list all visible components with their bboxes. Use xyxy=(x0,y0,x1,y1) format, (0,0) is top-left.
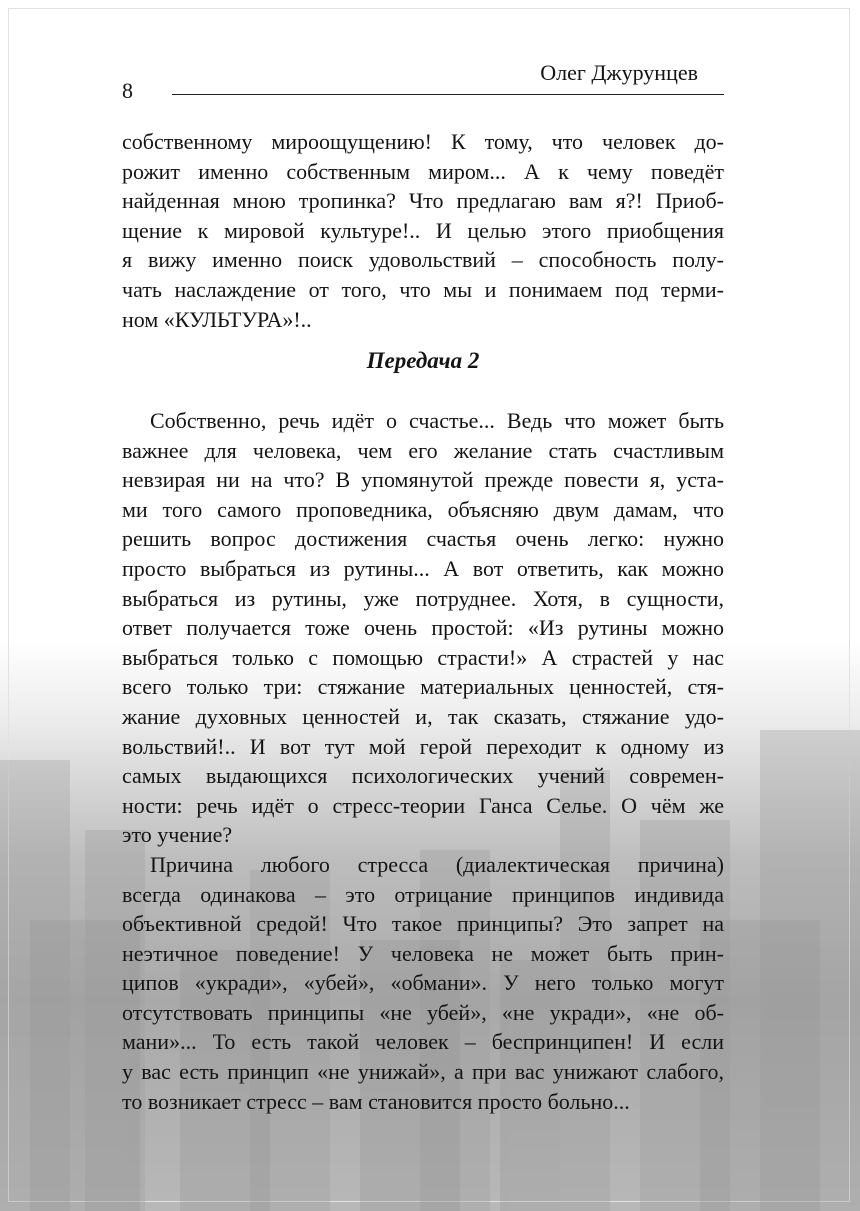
text-line: всего только три: стяжание материальных ценностей, стя- xyxy=(122,674,724,700)
text-line: я вижу именно поиск удовольствий – способность полу- xyxy=(122,247,724,273)
text-line: просто выбраться из рутины... А вот ответить, как можно xyxy=(122,555,724,581)
text-line: Собственно, речь идёт о счастье... Ведь что может быть xyxy=(150,408,724,433)
text-line: ответ получается тоже очень простой: «Из рутины можно xyxy=(122,615,724,641)
text-line: Причина любого стресса (диалектическая причина) xyxy=(150,851,724,877)
text-line: то возникает стресс – вам становится просто больно... xyxy=(122,1088,630,1114)
text-line: у вас есть принцип «не унижай», а при вас унижают слабого, xyxy=(122,1059,724,1085)
text-line: щение к мировой культуре!.. И целью этого приобщения xyxy=(122,217,724,243)
text-line: мани»... То есть такой человек – беспринципен! И если xyxy=(122,1029,724,1055)
text-line: ном «КУЛЬТУРА»!.. xyxy=(122,306,312,332)
text-line: отсутствовать принципы «не убей», «не укради», «не об- xyxy=(122,999,724,1025)
author-name: Олег Джурунцев xyxy=(540,60,698,85)
text-line: ципов «укради», «убей», «обмани». У него только могут xyxy=(122,970,724,996)
text-line: ми того самого проповедника, объясняю двум дамам, что xyxy=(122,496,724,522)
text-line: всегда одинакова – это отрицание принципов индивида xyxy=(122,881,724,907)
text-line: собственному мироощущению! К тому, что человек до- xyxy=(122,129,724,154)
text-line: жание духовных ценностей и, так сказать, стяжание удо- xyxy=(122,703,724,729)
text-line: это учение? xyxy=(122,822,233,848)
text-line: ности: речь идёт о стресс-теории Ганса Селье. О чём же xyxy=(122,792,724,818)
text-line: важнее для человека, чем его желание стать счастливым xyxy=(122,437,724,463)
header-rule xyxy=(172,94,724,95)
intro-paragraph xyxy=(122,127,724,334)
main-text xyxy=(122,406,724,1116)
text-line: выбраться из рутины, уже потруднее. Хотя, в сущности, xyxy=(122,585,724,611)
text-line: объективной средой! Что такое принципы? Это запрет на xyxy=(122,911,724,937)
text-line: чать наслаждение от того, что мы и понимаем под терми- xyxy=(122,276,724,302)
section-heading: Передача 2 xyxy=(366,348,480,373)
page-number: 8 xyxy=(122,78,133,103)
text-line: неэтичное поведение! У человека не может быть прин- xyxy=(122,940,724,966)
text-line: найденная мною тропинка? Что предлагаю вам я?! Приоб- xyxy=(122,188,724,214)
text-line: невзирая ни на что? В упомянутой прежде повести я, уста- xyxy=(122,467,724,493)
text-line: самых выдающихся психологических учений современ- xyxy=(122,763,724,789)
running-header xyxy=(122,60,724,103)
text-line: решить вопрос достижения счастья очень легко: нужно xyxy=(122,526,724,552)
text-line: выбраться только с помощью страсти!» А страстей у нас xyxy=(122,644,724,670)
text-line: вольствий!.. И вот тут мой герой переходит к одному из xyxy=(122,733,724,759)
text-line: рожит именно собственным миром... А к чему поведёт xyxy=(122,158,724,184)
